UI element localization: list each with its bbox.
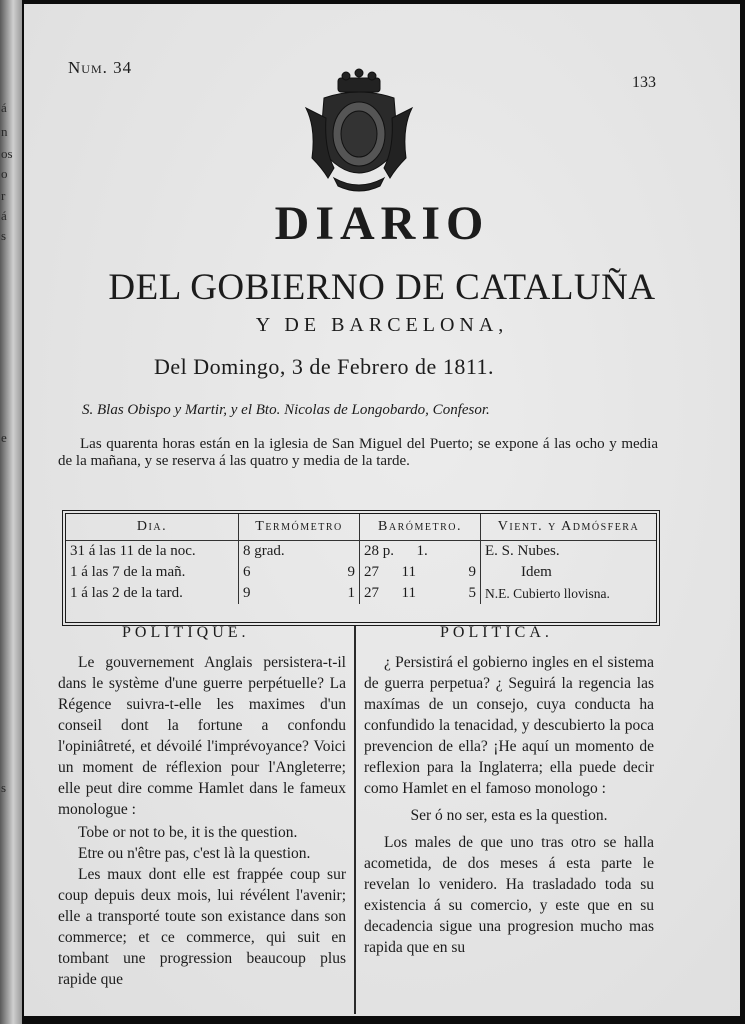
cell-barometro: [360, 541, 481, 563]
weather-table: [62, 510, 660, 626]
baro-pulgadas: 27: [364, 564, 379, 580]
termometro-fraction: 1: [347, 585, 355, 601]
baro-lineas: 1.: [416, 543, 428, 559]
saints-of-day: S. Blas Obispo y Martir, y el Bto. Nicolas de Longobardo, Confesor.: [82, 402, 490, 418]
header-barometro: Barómetro.: [360, 514, 481, 541]
table-row: [66, 583, 656, 604]
royal-coat-of-arms-icon: [294, 68, 424, 198]
cell-termometro: [239, 562, 360, 583]
cell-termometro: [239, 583, 360, 604]
termometro-value: 8 grad.: [243, 543, 285, 559]
french-paragraph: Le gouvernement Anglais persistera-t-il dans le système d'une guerre perpétuelle? La Régence suivra-t-elle les maximes d'un conseil dont la fortune a confondu l'opiniâtreté, et dévoilé l'imprévoyance? Voici un moment de réflexion pour l'Angleterre; elle peut dire comme Hamlet dans le fameux monologue :: [58, 654, 346, 818]
notice-text: Las quarenta horas están en la iglesia de San Miguel del Puerto; se expone á las ocho y media de la mañana, y se reserva á las quatro y media de la tarde.: [58, 436, 658, 469]
margin-letter: n: [1, 124, 8, 139]
termometro-value: 9: [243, 585, 251, 601]
header-termometro: Termómetro: [239, 514, 360, 541]
french-column: [58, 652, 346, 990]
date-line: Del Domingo, 3 de Febrero de 1811.: [154, 354, 495, 379]
cell-barometro: [360, 583, 481, 604]
cell-viento: Idem: [521, 564, 552, 580]
margin-letter: á: [1, 208, 7, 223]
cell-termometro: [239, 541, 360, 563]
masthead-title: DIARIO: [274, 197, 490, 250]
spanish-column: [364, 652, 654, 958]
margin-letter: s: [1, 780, 7, 795]
margin-letter: o: [1, 166, 8, 181]
spanish-paragraph: ¿ Persistirá el gobierno ingles en el sistema de guerra perpetua? ¿ Seguirá la regencia las maxímas de un consejo, cuya conducta ha confundido la tenacidad, y descubierto la poca prevencion de ella? ¡He aquí un momento de reflexion para la Inglaterra; ella puede decir como Hamlet en el famoso monologo :: [364, 654, 654, 797]
margin-letter: r: [1, 188, 6, 203]
margin-letter: os: [1, 146, 13, 161]
cell-dia: 1 á las 2 de la tard.: [66, 583, 239, 604]
baro-pulgadas: 27: [364, 585, 379, 601]
table-row: [66, 541, 656, 563]
header-viento: Vient. y Admósfera: [481, 514, 657, 541]
issue-number: Num. 34: [68, 58, 133, 77]
religious-notice: [58, 436, 658, 470]
cell-viento: N.E. Cubierto llovisna.: [485, 585, 610, 601]
termometro-fraction: 9: [347, 564, 355, 580]
spanish-hamlet-quote: Ser ó no ser, esta es la question.: [410, 807, 608, 824]
margin-letter: s: [1, 228, 7, 243]
column-heading-french: POLITIQUE.: [122, 624, 250, 641]
baro-pulgadas: 28 p.: [364, 543, 394, 559]
cell-dia: 31 á las 11 de la noc.: [66, 541, 239, 563]
margin-letter: á: [1, 100, 7, 115]
baro-fraction: 5: [468, 585, 476, 601]
french-hamlet-quote: Tobe or not to be, it is the question.: [78, 824, 298, 841]
cell-viento: E. S. Nubes.: [485, 543, 560, 559]
baro-fraction: 9: [468, 564, 476, 580]
masthead-subtitle: DEL GOBIERNO DE CATALUÑA: [108, 267, 656, 308]
termometro-value: 6: [243, 564, 251, 580]
masthead-subtitle-2: Y DE BARCELONA,: [255, 314, 509, 336]
cell-dia: 1 á las 7 de la mañ.: [66, 562, 239, 583]
french-hamlet-translation: Etre ou n'être pas, c'est là la question.: [78, 845, 311, 862]
french-paragraph: Les maux dont elle est frappée coup sur coup depuis deux mois, lui révélent l'avenir; elle a transporté toute son existance dans son commerce; et ce commerce, qui suit en tombant une progression beaucoup plus rapide que: [58, 866, 346, 988]
spanish-paragraph: Los males de que uno tras otro se halla acometida, de dos meses á esta parte le revelan lo venidero. Ha trasladado toda su existencia á su comercio, y este que en su decadencia sigue una progresion mucho mas rapida que en su: [364, 834, 654, 956]
page-number: 133: [632, 74, 656, 91]
newspaper-page: [24, 4, 740, 1016]
column-heading-spanish: POLITICA.: [440, 624, 553, 641]
table-row: [66, 562, 656, 583]
adjacent-page-edge: [0, 0, 22, 1024]
baro-lineas: 11: [401, 564, 416, 580]
baro-lineas: 11: [401, 585, 416, 601]
cell-barometro: [360, 562, 481, 583]
header-dia: Dia.: [66, 514, 239, 541]
margin-letter: e: [1, 430, 7, 445]
column-divider: [354, 626, 356, 1014]
